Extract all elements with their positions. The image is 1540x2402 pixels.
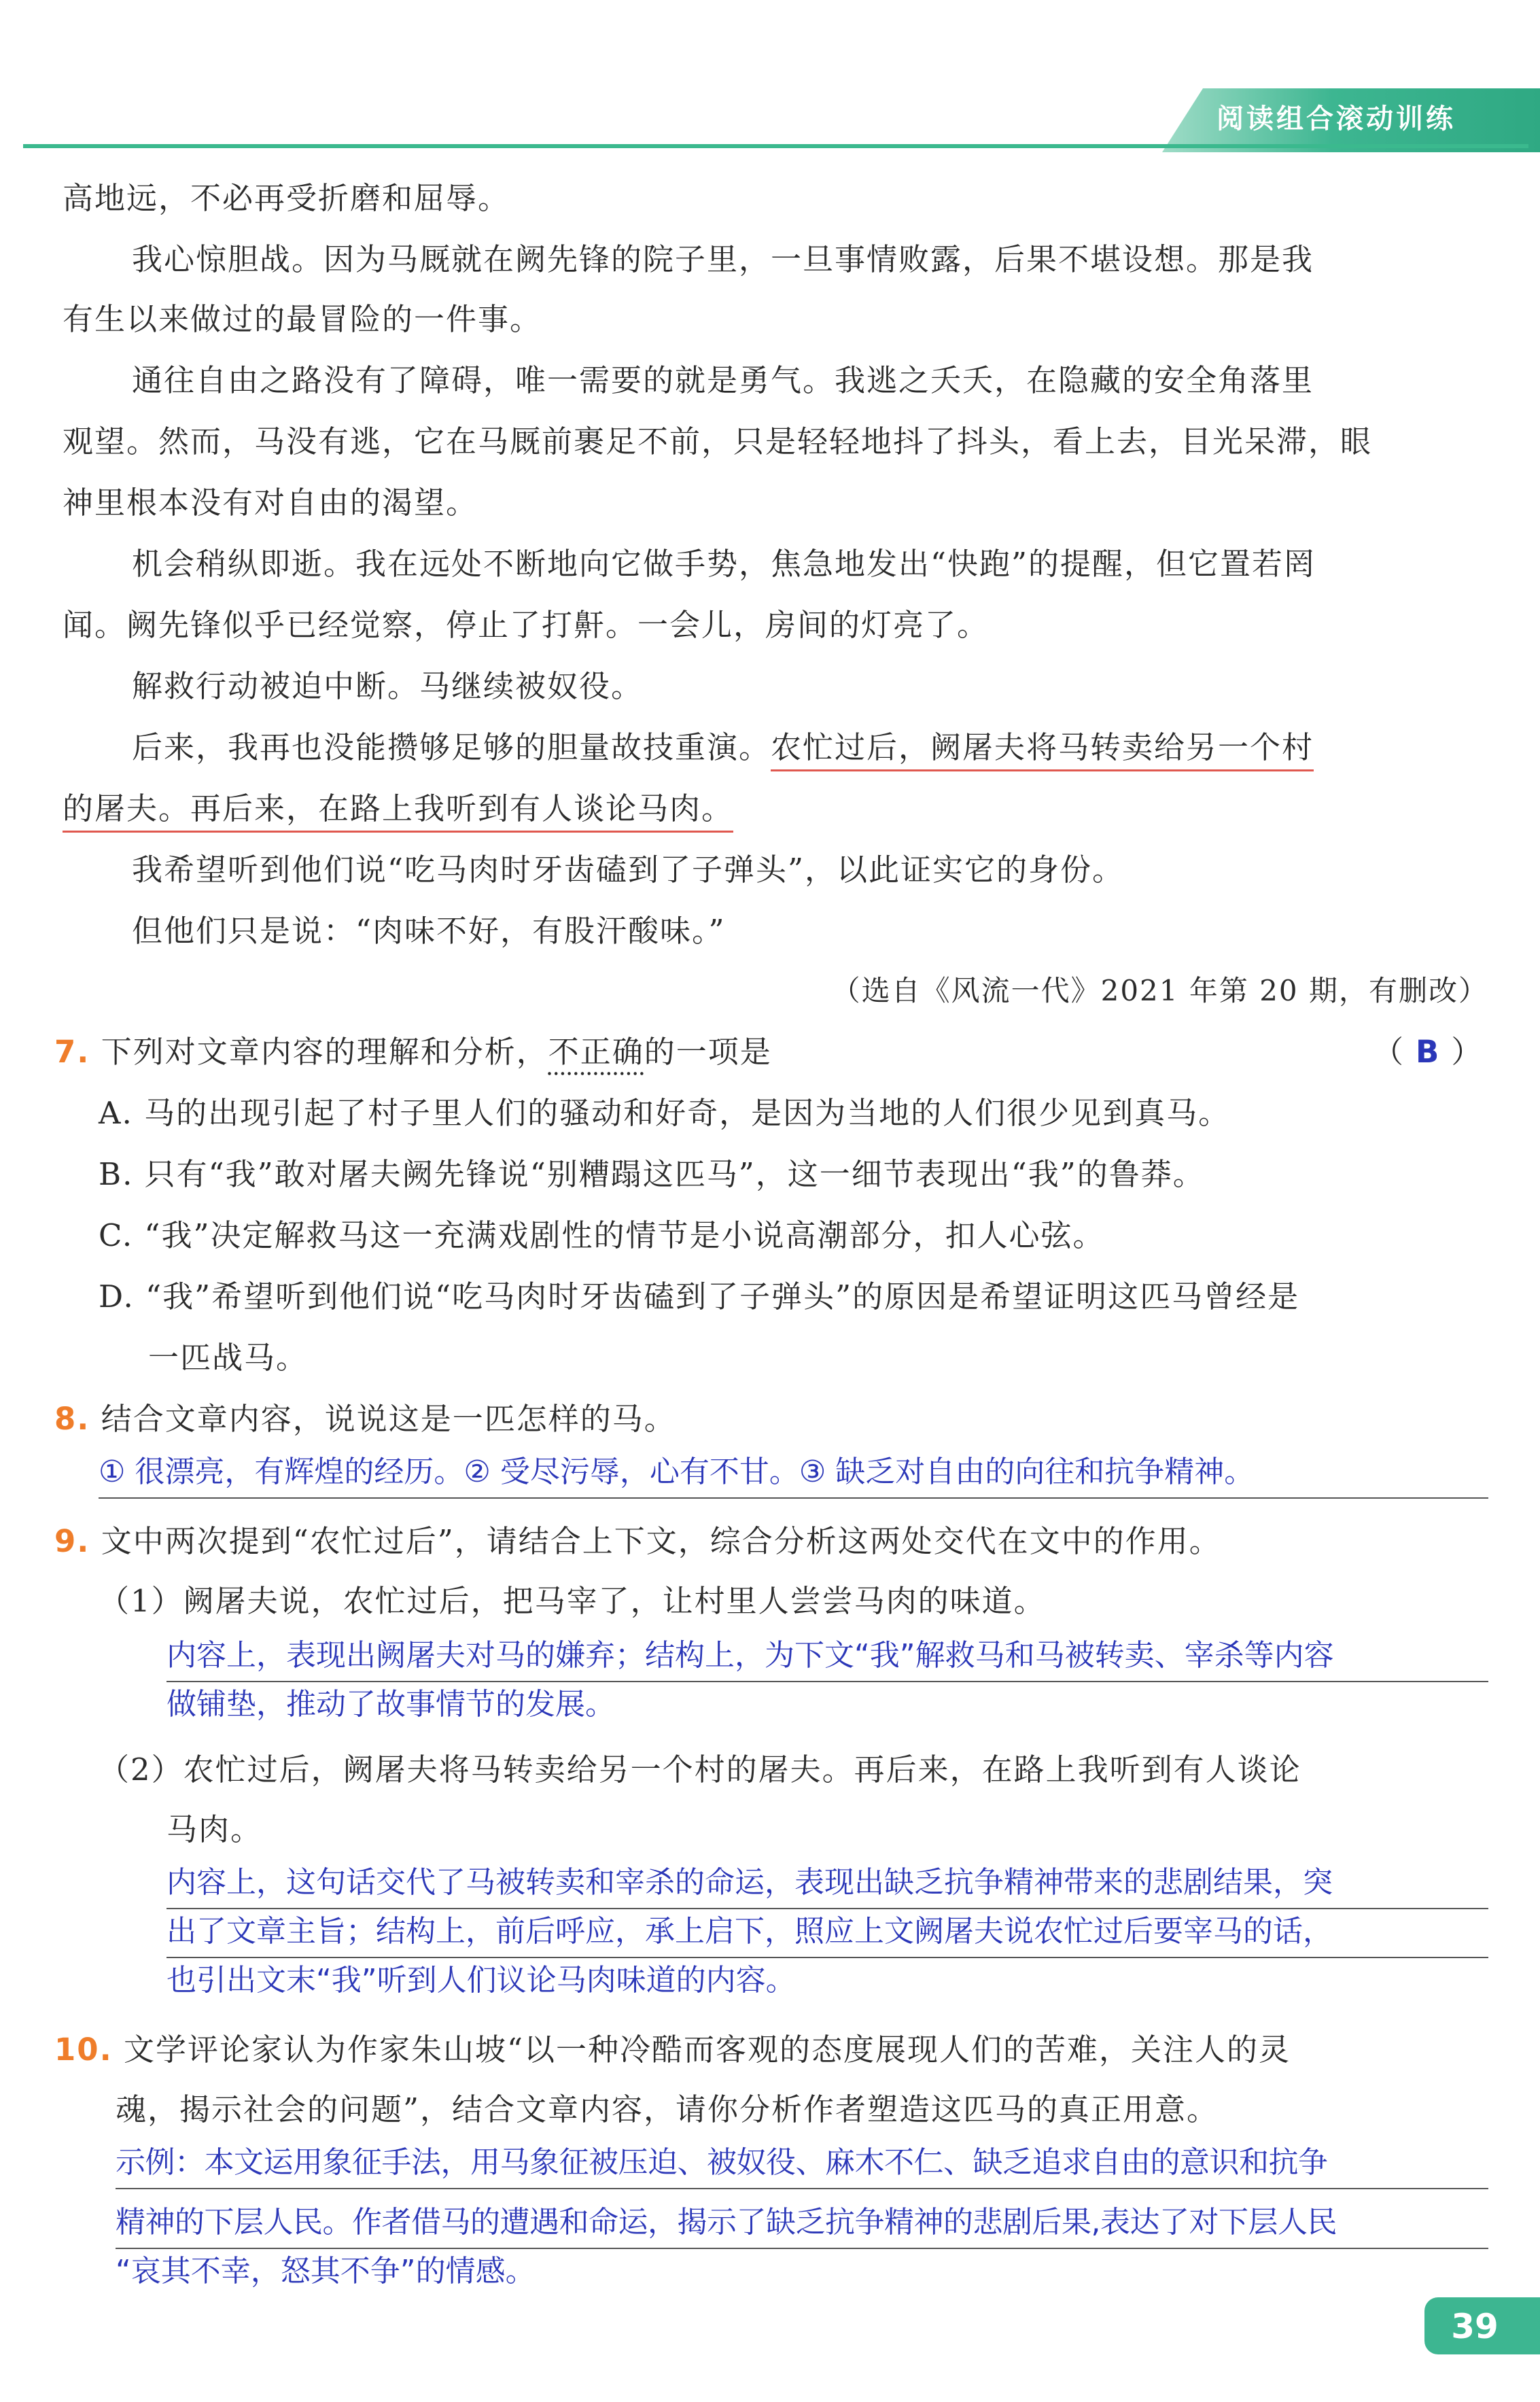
passage-line: 我心惊胆战。因为马厩就在阙先锋的院子里，一旦事情败露，后果不堪设想。那是我 xyxy=(132,241,1314,277)
option-b: B. 只有“我”敢对屠夫阙先锋说“别糟蹋这匹马”，这一细节表现出“我”的鲁莽。 xyxy=(99,1156,1205,1192)
sub-question-1: （1）阙屠夫说，农忙过后，把马宰了，让村里人尝尝马肉的味道。 xyxy=(99,1583,1046,1619)
answer-text: 内容上，表现出阙屠夫对马的嫌弃；结构上，为下文“我”解救马和马被转卖、宰杀等内容 xyxy=(167,1638,1334,1673)
passage-line xyxy=(132,727,1314,768)
passage-line: 机会稍纵即逝。我在远处不断地向它做手势，焦急地发出“快跑”的提醒，但它置若罔 xyxy=(132,546,1316,582)
passage-text: 后来，我再也没能攒够足够的胆量故技重演。 xyxy=(132,729,771,765)
passage-line: 我希望听到他们说“吃马肉时牙齿磕到了子弹头”，以此证实它的身份。 xyxy=(132,852,1125,888)
answer-line xyxy=(116,2248,1488,2249)
bracket-close: ） xyxy=(1451,1034,1482,1070)
emphasized-text: 不正确 xyxy=(548,1034,644,1070)
question-10-stem-cont: 魂，揭示社会的问题”，结合文章内容，请你分析作者塑造这匹马的真正用意。 xyxy=(116,2091,1219,2127)
passage-source: （选自《风流一代》2021 年第 20 期，有删改） xyxy=(831,974,1488,1007)
question-number: 8. xyxy=(54,1401,90,1437)
passage-line: 通往自由之路没有了障碍，唯一需要的就是勇气。我逃之夭夭，在隐藏的安全角落里 xyxy=(132,362,1314,398)
bracket-open: （ xyxy=(1373,1034,1404,1070)
answer-text: 出了文章主旨；结构上，前后呼应，承上启下，照应上文阙屠夫说农忙过后要宰马的话， xyxy=(167,1914,1333,1949)
question-text: 文中两次提到“农忙过后”，请结合上下文，综合分析这两处交代在文中的作用。 xyxy=(101,1523,1221,1559)
answer-line xyxy=(99,1497,1488,1499)
option-a: A. 马的出现引起了村子里人们的骚动和好奇，是因为当地的人们很少见到真马。 xyxy=(99,1095,1231,1131)
passage-line: 解救行动被迫中断。马继续被奴役。 xyxy=(132,668,644,704)
answer-text: ① 很漂亮，有辉煌的经历。② 受尽污辱，心有不甘。③ 缺乏对自由的向往和抗争精神。 xyxy=(99,1455,1255,1489)
answer-text: 也引出文末“我”听到人们议论马肉味道的内容。 xyxy=(167,1963,796,1998)
question-text: 下列对文章内容的理解和分析， xyxy=(101,1034,548,1070)
answer-bracket xyxy=(1373,1032,1495,1073)
answer-text: 精神的下层人民。作者借马的遭遇和命运，揭示了缺乏抗争精神的悲剧后果,表达了对下层人民 xyxy=(116,2205,1337,2240)
sub-question-2: （2）农忙过后，阙屠夫将马转卖给另一个村的屠夫。再后来，在路上我听到有人谈论 xyxy=(99,1752,1301,1788)
section-title: 阅读组合滚动训练 xyxy=(1217,103,1456,135)
question-text: 文学评论家认为作家朱山坡“以一种冷酷而客观的态度展现人们的苦难，关注人的灵 xyxy=(124,2032,1291,2068)
sub-question-2-cont: 马肉。 xyxy=(167,1811,263,1847)
question-7-stem xyxy=(54,1032,772,1073)
question-number: 9. xyxy=(54,1523,90,1559)
passage-line: 观望。然而，马没有逃，它在马厩前裹足不前，只是轻轻地抖了抖头，看上去，目光呆滞，眼 xyxy=(63,423,1373,459)
question-9-stem xyxy=(54,1521,1221,1562)
question-text: 结合文章内容，说说这是一匹怎样的马。 xyxy=(101,1401,676,1437)
question-8-stem xyxy=(54,1399,676,1440)
passage-line: 有生以来做过的最冒险的一件事。 xyxy=(63,301,542,337)
passage-line: 闻。阙先锋似乎已经觉察，停止了打鼾。一会儿，房间的灯亮了。 xyxy=(63,607,990,643)
passage-line: 但他们只是说：“肉味不好，有股汗酸味。” xyxy=(132,913,726,949)
answer-line xyxy=(167,1681,1488,1682)
option-d-cont: 一匹战马。 xyxy=(148,1340,309,1376)
passage-line: 高地远，不必再受折磨和屈辱。 xyxy=(63,180,510,216)
underlined-sentence: 的屠夫。再后来，在路上我听到有人谈论马肉。 xyxy=(63,790,733,833)
choice-answer: B xyxy=(1416,1034,1439,1070)
option-c: C. “我”决定解救马这一充满戏剧性的情节是小说高潮部分，扣人心弦。 xyxy=(99,1217,1105,1253)
answer-text: 内容上，这句话交代了马被转卖和宰杀的命运，表现出缺乏抗争精神带来的悲剧结果，突 xyxy=(167,1865,1333,1900)
option-d: D. “我”希望听到他们说“吃马肉时牙齿磕到了子弹头”的原因是希望证明这匹马曾经是 xyxy=(99,1278,1300,1315)
answer-line xyxy=(116,2188,1488,2189)
question-10-stem xyxy=(54,2030,1291,2070)
answer-line xyxy=(167,1908,1488,1909)
question-number: 7. xyxy=(54,1034,90,1070)
question-number: 10. xyxy=(54,2032,113,2068)
passage-line xyxy=(63,788,733,829)
answer-text: 示例：本文运用象征手法，用马象征被压迫、被奴役、麻木不仁、缺乏追求自由的意识和抗争 xyxy=(116,2145,1328,2180)
page-number: 39 xyxy=(1451,2307,1499,2346)
underlined-sentence: 农忙过后，阙屠夫将马转卖给另一个村 xyxy=(771,729,1314,771)
answer-line xyxy=(167,1957,1488,1958)
question-text: 的一项是 xyxy=(644,1034,772,1070)
header-rule xyxy=(23,144,1528,148)
answer-text: “哀其不幸，怒其不争”的情感。 xyxy=(116,2254,536,2288)
passage-line: 神里根本没有对自由的渴望。 xyxy=(63,485,478,521)
answer-text: 做铺垫，推动了故事情节的发展。 xyxy=(167,1687,615,1722)
